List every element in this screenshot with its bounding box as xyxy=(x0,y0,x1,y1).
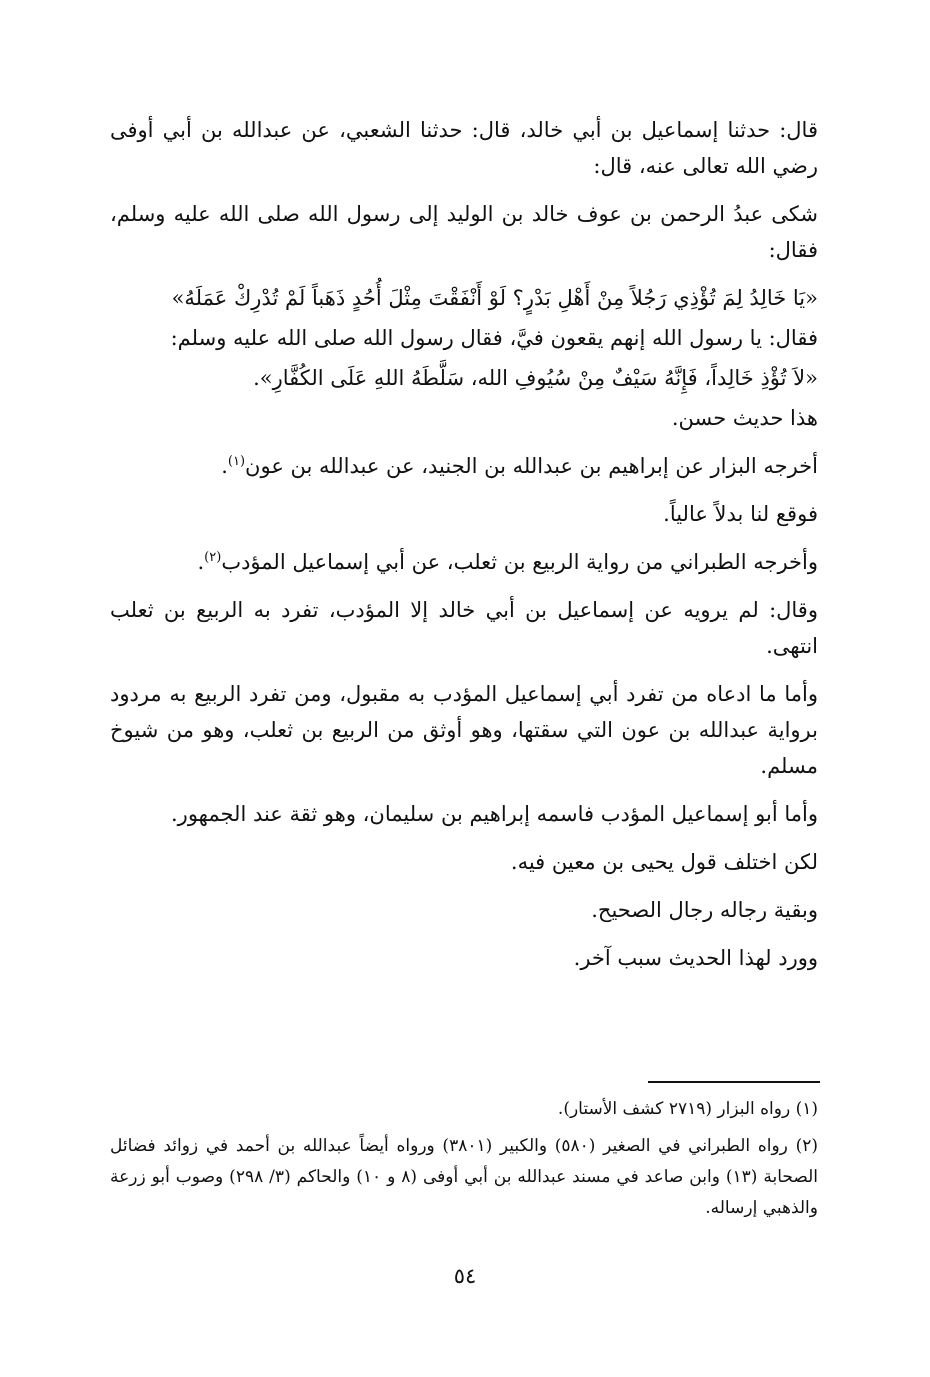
paragraph-7-text: وأخرجه الطبراني من رواية الربيع بن ثعلب، عن أبي إسماعيل المؤدب xyxy=(221,550,818,574)
hadith-quote-1: «يَا خَالِدُ لِمَ تُؤْذِي رَجُلاً مِنْ أَهْلِ بَدْرٍ؟ لَوْ أَنْفَقْتَ مِثْلَ أُحُدٍ ذَهَباً لَمْ تُدْرِكْ عَمَلَهُ» xyxy=(171,286,818,310)
paragraph-10: وأما أبو إسماعيل المؤدب فاسمه إبراهيم بن سليمان، وهو ثقة عند الجمهور. xyxy=(171,802,818,826)
paragraph-5-text: أخرجه البزار عن إبراهيم بن عبدالله بن الجنيد، عن عبدالله بن عون xyxy=(245,454,818,478)
paragraph-6: فوقع لنا بدلاً عالياً. xyxy=(663,502,818,526)
paragraph-4: هذا حديث حسن. xyxy=(671,406,818,430)
footnotes xyxy=(110,1094,818,1230)
paragraph-5 xyxy=(110,448,818,484)
paragraph-3: فقال: يا رسول الله إنهم يقعون فيَّ، فقال رسول الله صلى الله عليه وسلم: xyxy=(170,326,818,350)
paragraph-11: لكن اختلف قول يحيى بن معين فيه. xyxy=(510,850,818,874)
paragraph-2: شكى عبدُ الرحمن بن عوف خالد بن الوليد إلى رسول الله صلى الله عليه وسلم، فقال: xyxy=(110,202,818,262)
paragraph-5-end: . xyxy=(221,454,228,478)
body-text xyxy=(110,112,818,988)
paragraph-7 xyxy=(110,544,818,580)
footnote-ref-1: (١) xyxy=(227,454,246,469)
paragraph-8: وقال: لم يرويه عن إسماعيل بن أبي خالد إلا المؤدب، تفرد به الربيع بن ثعلب انتهى. xyxy=(110,598,818,658)
paragraph-1: قال: حدثنا إسماعيل بن أبي خالد، قال: حدثنا الشعبي، عن عبدالله بن أبي أوفى رضي الله تعالى عنه، قال: xyxy=(110,118,818,178)
footnote-2: (٢) رواه الطبراني في الصغير (٥٨٠) والكبير (٣٨٠١) ورواه أيضاً عبدالله بن أحمد في زوائد فضائل الصحابة (١٣) وابن صاعد في مسند عبدالله بن أبي أوفى (٨ و ١٠) والحاكم (٣/ ٢٩٨) وصوب أبو زرعة والذهبي إرساله. xyxy=(110,1136,818,1218)
paragraph-9: وأما ما ادعاه من تفرد أبي إسماعيل المؤدب به مقبول، ومن تفرد الربيع به مردود برواية عبدالله بن عون التي سقتها، وهو أوثق من الربيع بن ثعلب، وهو من شيوخ مسلم. xyxy=(110,682,818,778)
footnote-1: (١) رواه البزار (٢٧١٩ كشف الأستار). xyxy=(557,1099,818,1119)
paragraph-13: وورد لهذا الحديث سبب آخر. xyxy=(573,946,818,970)
paragraph-7-end: . xyxy=(197,550,205,574)
hadith-quote-2: «لاَ تُؤْذِ خَالِداً، فَإِنَّهُ سَيْفٌ مِنْ سُيُوفِ الله، سَلَّطَهُ اللهِ عَلَى الكُفَّارِ». xyxy=(253,366,818,390)
page-number: ٥٤ xyxy=(453,1264,477,1288)
footnote-ref-2: (٢) xyxy=(204,550,222,565)
footnote-separator xyxy=(648,1081,820,1083)
paragraph-12: وبقية رجاله رجال الصحيح. xyxy=(591,898,818,922)
